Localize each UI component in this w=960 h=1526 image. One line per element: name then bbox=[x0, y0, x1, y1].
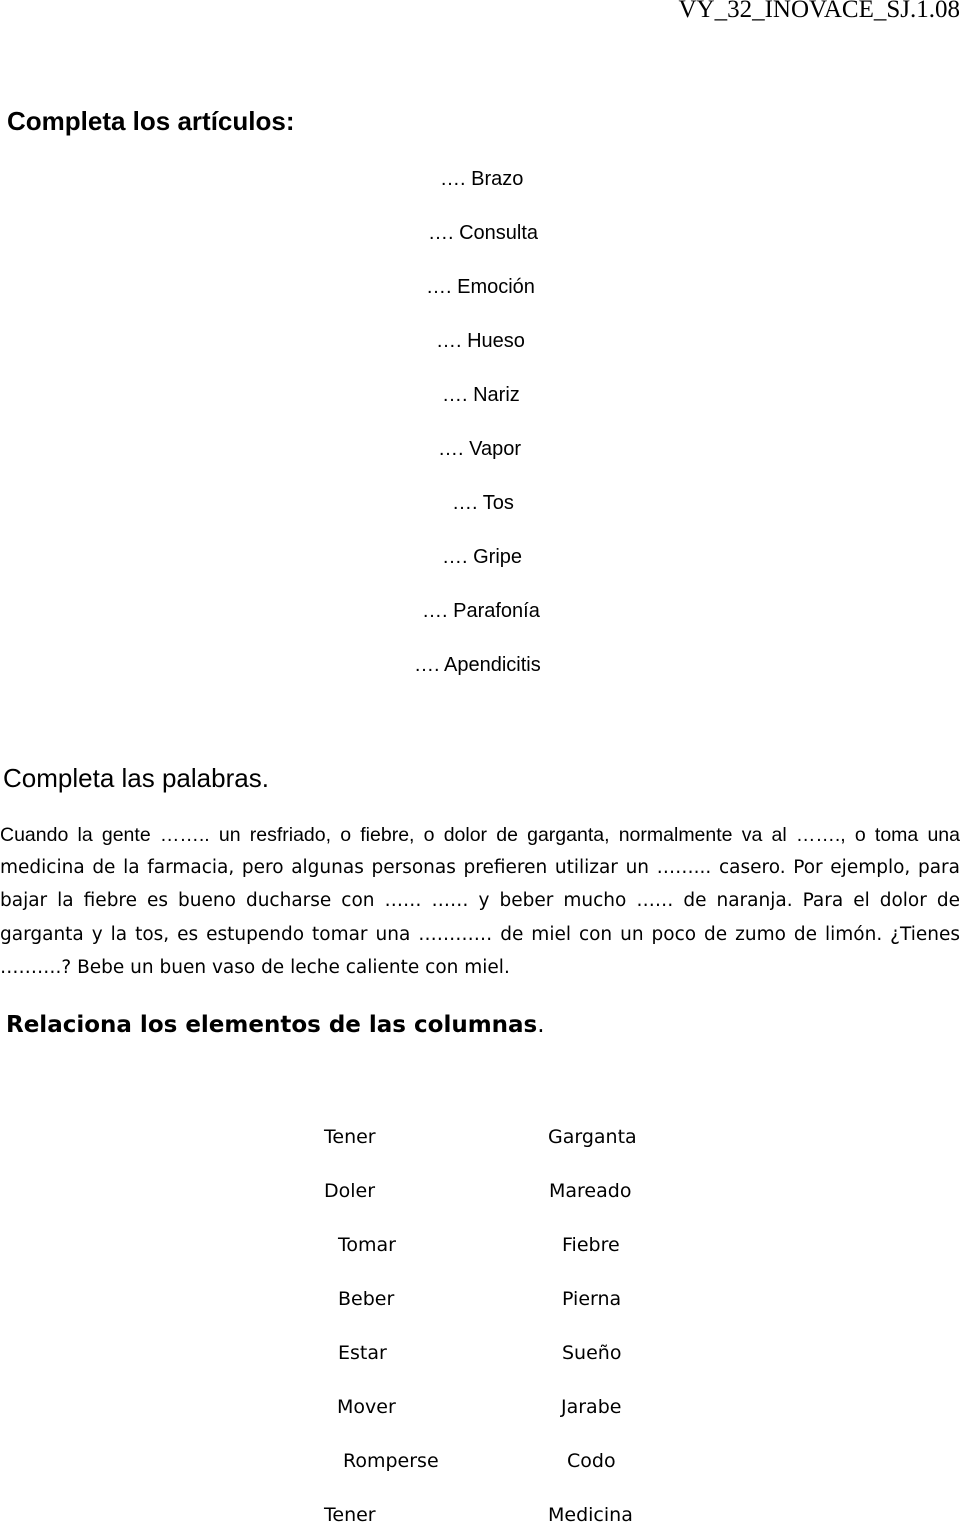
left-column-item: Romperse bbox=[343, 1450, 439, 1472]
paragraph-line: ……….? Bebe un buen vaso de leche caliente con miel. bbox=[0, 957, 510, 978]
right-column-item: Medicina bbox=[548, 1504, 633, 1526]
right-column-item: Jarabe bbox=[561, 1396, 622, 1418]
paragraph-line: Cuando la gente …….. un resfriado, o fiebre, o dolor de garganta, normalmente va al ……., o toma una bbox=[0, 824, 960, 846]
left-column-item: Tomar bbox=[338, 1234, 396, 1256]
section-title-words: Completa las palabras. bbox=[3, 763, 269, 793]
left-column-item: Beber bbox=[338, 1288, 395, 1310]
left-column-item: Doler bbox=[324, 1180, 376, 1202]
section-title-match bbox=[6, 1012, 545, 1038]
right-column-item: Codo bbox=[567, 1450, 616, 1472]
article-item: …. Tos bbox=[452, 492, 514, 514]
section-title-match-period: . bbox=[537, 1012, 545, 1038]
article-item: …. Emoción bbox=[426, 276, 535, 298]
article-item: …. Hueso bbox=[436, 330, 525, 352]
section-title-match-text: Relaciona los elementos de las columnas bbox=[6, 1012, 538, 1038]
article-item: …. Vapor bbox=[438, 438, 521, 460]
left-column-item: Estar bbox=[338, 1342, 387, 1364]
article-item: …. Brazo bbox=[440, 168, 524, 190]
right-column-item: Sueño bbox=[562, 1342, 622, 1364]
right-column-item: Fiebre bbox=[562, 1234, 620, 1256]
section-title-articles: Completa los artículos: bbox=[7, 106, 295, 136]
left-column-item: Tener bbox=[324, 1504, 376, 1526]
left-column-item: Mover bbox=[337, 1396, 396, 1418]
paragraph-line: garganta y la tos, es estupendo tomar una ………… de miel con un poco de zumo de limón. ¿Tienes bbox=[0, 924, 960, 945]
article-item: …. Apendicitis bbox=[414, 654, 541, 676]
paragraph-line: medicina de la farmacia, pero algunas personas prefieren utilizar un ……... casero. Por ejemplo, para bbox=[0, 857, 960, 878]
right-column-item: Pierna bbox=[562, 1288, 622, 1310]
paragraph-line: bajar la fiebre es bueno ducharse con …… …… y beber mucho …… de naranja. Para el dolor de bbox=[0, 890, 960, 911]
article-item: …. Consulta bbox=[428, 222, 539, 244]
right-column-item: Mareado bbox=[549, 1180, 632, 1202]
article-item: …. Nariz bbox=[442, 384, 520, 406]
document-code: VY_32_INOVACE_SJ.1.08 bbox=[678, 0, 960, 23]
right-column-item: Garganta bbox=[548, 1126, 637, 1148]
article-item: …. Gripe bbox=[442, 546, 523, 568]
left-column-item: Tener bbox=[324, 1126, 376, 1148]
article-item: …. Parafonía bbox=[422, 600, 540, 622]
